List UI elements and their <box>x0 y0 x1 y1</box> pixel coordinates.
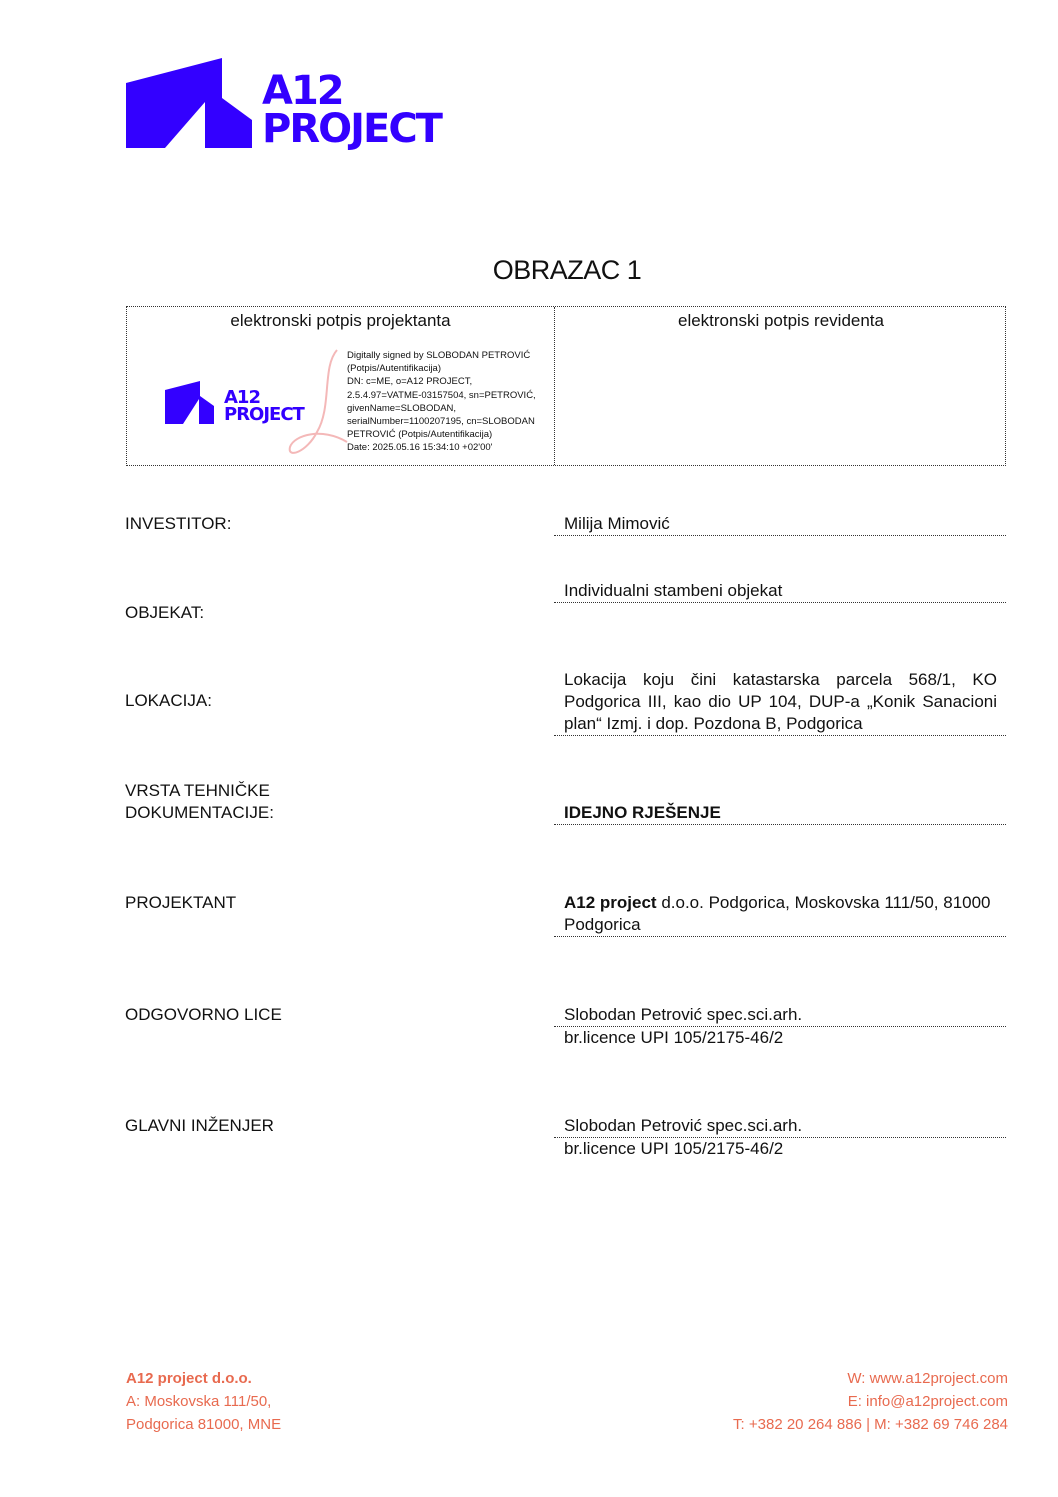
glavni-label: GLAVNI INŽENJER <box>125 1116 274 1135</box>
vrsta-label <box>125 780 274 824</box>
logo-line1: A12 <box>262 68 343 114</box>
investitor-value: Milija Mimović <box>554 513 1006 536</box>
projektant-label: PROJEKTANT <box>125 893 237 912</box>
lokacija-line: plan“ Izmj. i dop. Pozdona B, Podgorica <box>564 714 863 733</box>
sig-line: PETROVIĆ (Potpis/Autentifikacija) <box>347 429 493 441</box>
footer-phones: T: +382 20 264 886 | M: +382 69 746 284 <box>733 1416 1008 1433</box>
reviewer-signature-header: elektronski potpis revidenta <box>677 311 884 330</box>
glavni-value: Slobodan Petrović spec.sci.arh. <box>554 1115 1006 1138</box>
vrsta-label-line2: DOKUMENTACIJE: <box>125 803 274 822</box>
objekat-label: OBJEKAT: <box>125 603 205 622</box>
logo-line2: PROJECT <box>262 106 441 152</box>
signature-logo-line1: A12 <box>224 387 260 408</box>
designer-signature-header: elektronski potpis projektanta <box>230 311 451 330</box>
odgovorno-value: Slobodan Petrović spec.sci.arh. <box>554 1004 1006 1027</box>
logo-house-icon <box>0 0 260 160</box>
projektant-city: Podgorica <box>564 915 641 934</box>
odgovorno-licence: br.licence UPI 105/2175-46/2 <box>564 1028 784 1047</box>
objekat-value: Individualni stambeni objekat <box>554 580 1006 603</box>
adobe-signature-watermark-icon <box>282 347 352 462</box>
investitor-label: INVESTITOR: <box>125 514 232 533</box>
sig-line: Digitally signed by SLOBODAN PETROVIĆ <box>347 350 531 361</box>
glavni-licence: br.licence UPI 105/2175-46/2 <box>564 1139 784 1158</box>
signature-logo-line2: PROJECT <box>224 404 304 426</box>
vrsta-value: IDEJNO RJEŠENJE <box>554 802 1006 825</box>
sig-line: (Potpis/Autentifikacija) <box>347 363 441 375</box>
sig-line: serialNumber=1100207195, cn=SLOBODAN <box>347 416 535 428</box>
digital-signature-details <box>347 349 557 455</box>
sig-line: givenName=SLOBODAN, <box>347 402 457 414</box>
projektant-value <box>554 892 1006 937</box>
footer-company: A12 project d.o.o. <box>126 1370 252 1387</box>
footer-left <box>126 1367 281 1436</box>
logo-text <box>262 68 441 152</box>
footer-address1: A: Moskovska 111/50, <box>126 1393 272 1410</box>
footer-address2: Podgorica 81000, MNE <box>126 1416 282 1433</box>
sig-line: Date: 2025.05.16 15:34:10 +02'00' <box>347 442 493 454</box>
vrsta-label-line1: VRSTA TEHNIČKE <box>125 781 270 800</box>
page-title: OBRAZAC 1 <box>492 255 642 285</box>
footer-email[interactable]: E: info@a12project.com <box>847 1393 1008 1410</box>
projektant-company: A12 project <box>564 893 657 912</box>
signature-table <box>126 306 1006 466</box>
lokacija-line: Lokacija koju čini katastarska parcela 568/1, KO <box>564 670 997 689</box>
sig-line: DN: c=ME, o=A12 PROJECT, <box>347 376 473 388</box>
lokacija-value <box>554 669 1006 736</box>
footer-right <box>733 1367 1008 1436</box>
sig-line: 2.5.4.97=VATME-03157504, sn=PETROVIĆ, <box>347 389 536 401</box>
footer-web[interactable]: W: www.a12project.com <box>847 1370 1008 1387</box>
lokacija-line: Podgorica III, kao dio UP 104, DUP-a „Konik Sanacioni <box>564 692 997 711</box>
projektant-address: d.o.o. Podgorica, Moskovska 111/50, 81000 <box>656 893 991 912</box>
lokacija-label: LOKACIJA: <box>125 691 212 710</box>
odgovorno-label: ODGOVORNO LICE <box>125 1005 282 1024</box>
